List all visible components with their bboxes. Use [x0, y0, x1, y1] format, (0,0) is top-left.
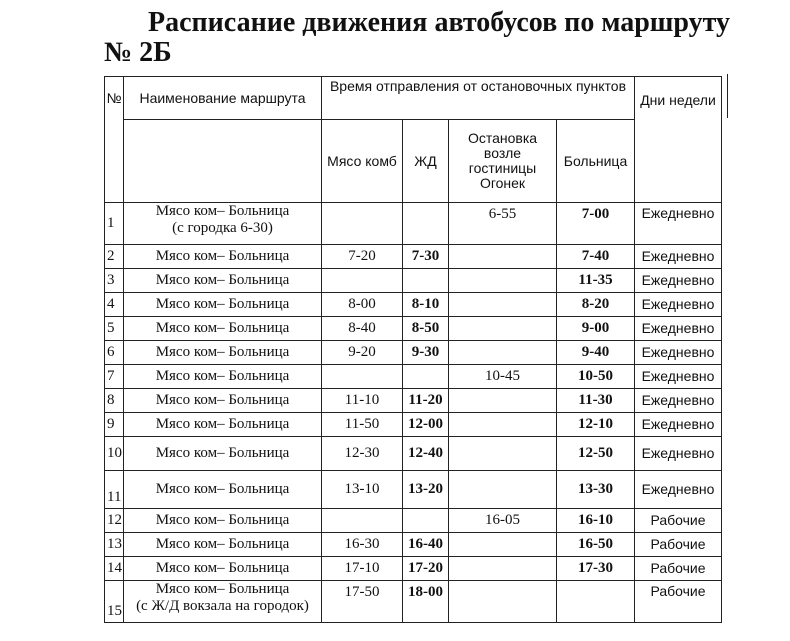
- cell-route: [124, 245, 322, 269]
- cell-ogonek: [449, 317, 557, 341]
- cell-num: 14: [105, 557, 124, 581]
- cell-ogonek: 16-05: [449, 509, 557, 533]
- table-edge-mark: [727, 74, 728, 118]
- table-row: [105, 317, 722, 341]
- table-row: [105, 437, 722, 471]
- cell-hospital: 17-30: [557, 557, 635, 581]
- cell-num: 3: [105, 269, 124, 293]
- cell-hospital: 9-00: [557, 317, 635, 341]
- cell-route: [124, 317, 322, 341]
- cell-days: Ежедневно: [635, 245, 722, 269]
- route-line-1: Мясо ком– Больница: [155, 512, 290, 528]
- cell-days: Ежедневно: [635, 317, 722, 341]
- cell-zhd: 12-40: [403, 437, 449, 471]
- cell-zhd: 13-20: [403, 471, 449, 509]
- cell-ogonek: [449, 471, 557, 509]
- cell-days: Рабочие: [635, 509, 722, 533]
- route-line-2: (с Ж/Д вокзала на городок): [136, 598, 309, 614]
- cell-ogonek: [449, 581, 557, 623]
- cell-route: [124, 365, 322, 389]
- cell-days: Ежедневно: [635, 269, 722, 293]
- cell-myaso: 12-30: [322, 437, 403, 471]
- cell-zhd: [403, 509, 449, 533]
- cell-hospital: 11-30: [557, 389, 635, 413]
- cell-zhd: 7-30: [403, 245, 449, 269]
- route-line-1: Мясо ком– Больница: [155, 560, 290, 576]
- cell-ogonek: 6-55: [449, 203, 557, 245]
- cell-ogonek: [449, 245, 557, 269]
- cell-zhd: 12-00: [403, 413, 449, 437]
- cell-myaso: 11-10: [322, 389, 403, 413]
- table-row: [105, 203, 722, 245]
- cell-days: Ежедневно: [635, 365, 722, 389]
- cell-ogonek: [449, 341, 557, 365]
- cell-hospital: 13-30: [557, 471, 635, 509]
- cell-route: [124, 557, 322, 581]
- cell-num: 6: [105, 341, 124, 365]
- cell-hospital: 11-35: [557, 269, 635, 293]
- cell-myaso: 8-40: [322, 317, 403, 341]
- table-row: [105, 557, 722, 581]
- cell-zhd: 17-20: [403, 557, 449, 581]
- cell-hospital: 8-20: [557, 293, 635, 317]
- cell-days: Ежедневно: [635, 293, 722, 317]
- cell-zhd: 8-50: [403, 317, 449, 341]
- cell-hospital: 7-40: [557, 245, 635, 269]
- cell-ogonek: [449, 269, 557, 293]
- table-row: [105, 365, 722, 389]
- cell-zhd: [403, 365, 449, 389]
- cell-route: [124, 269, 322, 293]
- cell-route: [124, 509, 322, 533]
- table-row: [105, 269, 722, 293]
- table-row: [105, 581, 722, 623]
- table-row: [105, 293, 722, 317]
- cell-days: Ежедневно: [635, 413, 722, 437]
- cell-route: [124, 413, 322, 437]
- table-row: [105, 471, 722, 509]
- header-row-2: [105, 120, 722, 203]
- cell-myaso: 16-30: [322, 533, 403, 557]
- cell-route: [124, 341, 322, 365]
- header-stop-ogonek: Остановка возле гостиницы Огонек: [449, 120, 557, 203]
- route-line-1: Мясо ком– Больница: [155, 392, 290, 408]
- cell-days: Ежедневно: [635, 437, 722, 471]
- cell-days: Ежедневно: [635, 389, 722, 413]
- cell-zhd: [403, 203, 449, 245]
- route-line-1: Мясо ком– Больница: [155, 536, 290, 552]
- cell-hospital: 9-40: [557, 341, 635, 365]
- cell-route: [124, 581, 322, 623]
- header-stop-myaso: Мясо комб: [322, 120, 403, 203]
- cell-hospital: 12-50: [557, 437, 635, 471]
- route-line-1: Мясо ком– Больница: [155, 445, 290, 461]
- cell-hospital: 16-50: [557, 533, 635, 557]
- route-line-2: (с городка 6-30): [172, 220, 273, 236]
- cell-myaso: [322, 203, 403, 245]
- header-row-1: [105, 77, 722, 120]
- cell-days: Ежедневно: [635, 341, 722, 365]
- cell-myaso: 11-50: [322, 413, 403, 437]
- header-route-name: Наименование маршрута: [124, 77, 322, 120]
- cell-num: 1: [105, 203, 124, 245]
- route-line-1: Мясо ком– Больница: [155, 248, 290, 264]
- cell-hospital: 10-50: [557, 365, 635, 389]
- cell-num: 11: [105, 471, 124, 509]
- route-line-1: Мясо ком– Больница: [155, 320, 290, 336]
- cell-days: Рабочие: [635, 557, 722, 581]
- header-stop-hospital: Больница: [557, 120, 635, 203]
- cell-route: [124, 533, 322, 557]
- cell-route: [124, 437, 322, 471]
- cell-ogonek: [449, 389, 557, 413]
- table-row: [105, 389, 722, 413]
- route-line-1: Мясо ком– Больница: [155, 203, 290, 219]
- cell-hospital: 16-10: [557, 509, 635, 533]
- cell-num: 13: [105, 533, 124, 557]
- cell-ogonek: [449, 413, 557, 437]
- header-days: Дни недели: [635, 77, 722, 203]
- cell-myaso: 13-10: [322, 471, 403, 509]
- schedule-table: [104, 76, 722, 623]
- route-line-1: Мясо ком– Больница: [155, 296, 290, 312]
- route-line-1: Мясо ком– Больница: [155, 344, 290, 360]
- cell-route: [124, 389, 322, 413]
- cell-num: 15: [105, 581, 124, 623]
- route-line-1: Мясо ком– Больница: [155, 581, 290, 597]
- cell-ogonek: [449, 533, 557, 557]
- page-title: [104, 8, 784, 68]
- cell-ogonek: [449, 437, 557, 471]
- cell-days: Ежедневно: [635, 471, 722, 509]
- cell-route: [124, 293, 322, 317]
- header-route-blank: [124, 120, 322, 203]
- cell-zhd: [403, 269, 449, 293]
- cell-num: 7: [105, 365, 124, 389]
- cell-num: 8: [105, 389, 124, 413]
- cell-days: Ежедневно: [635, 203, 722, 245]
- route-line-1: Мясо ком– Больница: [155, 416, 290, 432]
- header-num: №: [105, 77, 124, 203]
- cell-zhd: 9-30: [403, 341, 449, 365]
- cell-zhd: 11-20: [403, 389, 449, 413]
- cell-ogonek: 10-45: [449, 365, 557, 389]
- cell-myaso: 7-20: [322, 245, 403, 269]
- route-line-1: Мясо ком– Больница: [155, 272, 290, 288]
- cell-ogonek: [449, 557, 557, 581]
- cell-route: [124, 471, 322, 509]
- cell-myaso: 17-50: [322, 581, 403, 623]
- cell-myaso: 8-00: [322, 293, 403, 317]
- table-row: [105, 341, 722, 365]
- cell-zhd: 18-00: [403, 581, 449, 623]
- cell-hospital: [557, 581, 635, 623]
- cell-days: Рабочие: [635, 581, 722, 623]
- cell-ogonek: [449, 293, 557, 317]
- cell-num: 9: [105, 413, 124, 437]
- header-departure-group: Время отправления от остановочных пунктов: [322, 77, 635, 120]
- cell-myaso: [322, 509, 403, 533]
- cell-days: Рабочие: [635, 533, 722, 557]
- route-line-1: Мясо ком– Больница: [155, 368, 290, 384]
- title-line-1: Расписание движения автобусов по маршруту: [148, 7, 730, 38]
- cell-myaso: 9-20: [322, 341, 403, 365]
- table-row: [105, 509, 722, 533]
- cell-num: 10: [105, 437, 124, 471]
- table-row: [105, 413, 722, 437]
- cell-route: [124, 203, 322, 245]
- cell-myaso: 17-10: [322, 557, 403, 581]
- cell-num: 2: [105, 245, 124, 269]
- route-line-1: Мясо ком– Больница: [155, 481, 290, 497]
- cell-hospital: 7-00: [557, 203, 635, 245]
- title-line-2: № 2Б: [104, 37, 172, 68]
- cell-num: 5: [105, 317, 124, 341]
- table-row: [105, 533, 722, 557]
- header-stop-zhd: ЖД: [403, 120, 449, 203]
- table-row: [105, 245, 722, 269]
- cell-hospital: 12-10: [557, 413, 635, 437]
- cell-myaso: [322, 269, 403, 293]
- cell-num: 4: [105, 293, 124, 317]
- cell-zhd: 8-10: [403, 293, 449, 317]
- cell-num: 12: [105, 509, 124, 533]
- cell-zhd: 16-40: [403, 533, 449, 557]
- cell-myaso: [322, 365, 403, 389]
